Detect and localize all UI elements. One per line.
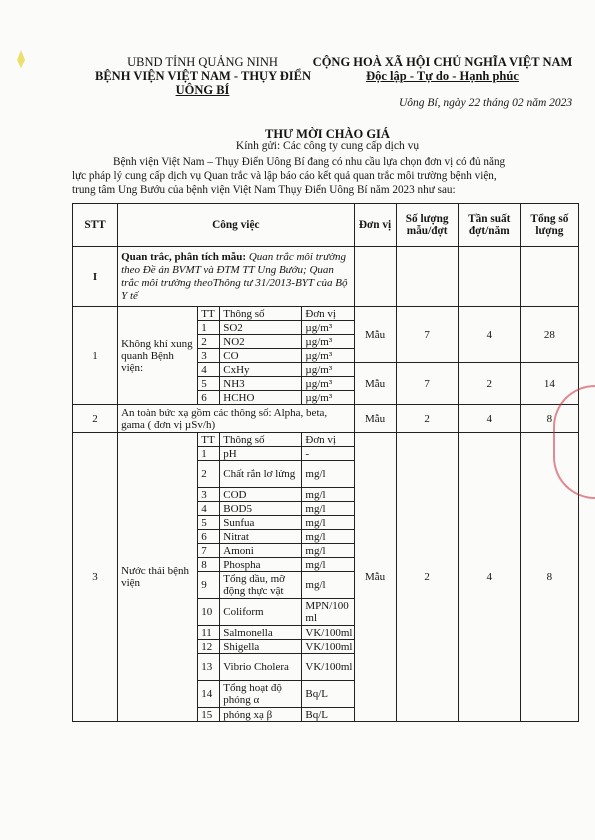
water-stt: 3 — [73, 433, 118, 722]
air-qty-b: 7 — [396, 363, 458, 405]
org-line-3: UÔNG BÍ — [175, 83, 230, 97]
radiation-task: An toàn bức xạ gồm các thông số: Alpha, beta, gama ( đơn vị µSv/h) — [118, 405, 354, 433]
table-cell: 1 — [198, 321, 220, 335]
water-task: Nước thải bệnh viện — [118, 433, 198, 722]
table-cell: 11 — [198, 626, 220, 640]
table-cell: - — [302, 447, 354, 461]
water-qty: 2 — [396, 433, 458, 722]
table-cell: µg/m³ — [302, 349, 354, 363]
air-unit-b: Mẫu — [354, 363, 396, 405]
greeting: Kính gửi: Các công ty cung cấp dịch vụ — [235, 140, 420, 152]
col-freq: Tần suất đợt/năm — [458, 204, 520, 247]
intro-line-3: trung tâm Ung Bướu của bệnh viện Việt Nam Thụy Điển Uông Bí năm 2023 như sau: — [72, 184, 456, 196]
table-cell: SO2 — [220, 321, 302, 335]
air-freq-a: 4 — [458, 307, 520, 363]
table-cell: 2 — [198, 335, 220, 349]
col-stt: STT — [73, 204, 118, 247]
date-line: Uông Bí, ngày 22 tháng 02 năm 2023 — [399, 97, 573, 109]
table-cell: 10 — [198, 599, 220, 626]
table-cell: Bq/L — [302, 708, 354, 722]
table-cell: BOD5 — [220, 502, 302, 516]
air-total-b: 14 — [520, 363, 578, 405]
table-cell: Tổng hoạt độ phóng α — [220, 681, 302, 708]
table-cell: mg/l — [302, 558, 354, 572]
table-cell: Coliform — [220, 599, 302, 626]
intro-line-2: lực pháp lý cung cấp dịch vụ Quan trắc và lập báo cáo kết quả quan trắc môi trường bệnh viện, — [72, 170, 497, 182]
table-cell: µg/m³ — [302, 391, 354, 405]
col-qty: Số lượng mẫu/đợt — [396, 204, 458, 247]
radiation-total: 8 — [520, 405, 578, 433]
section-desc — [118, 247, 354, 307]
table-cell: 3 — [198, 349, 220, 363]
table-cell: TT — [198, 433, 220, 447]
table-cell: CxHy — [220, 363, 302, 377]
table-cell: Vibrio Cholera — [220, 654, 302, 681]
table-cell: mg/l — [302, 572, 354, 599]
table-cell: 15 — [198, 708, 220, 722]
section-stt: I — [73, 247, 118, 307]
nation-line-2: Độc lập - Tự do - Hạnh phúc — [366, 69, 519, 83]
table-cell: 6 — [198, 391, 220, 405]
table-cell: HCHO — [220, 391, 302, 405]
table-cell: 3 — [198, 488, 220, 502]
param-unit-header: Đơn vị — [302, 307, 354, 321]
org-line-2: BỆNH VIỆN VIỆT NAM - THỤY ĐIỂN — [95, 69, 312, 83]
table-cell: Đơn vị — [302, 433, 354, 447]
table-cell: 14 — [198, 681, 220, 708]
water-unit: Mẫu — [354, 433, 396, 722]
table-cell: mg/l — [302, 488, 354, 502]
table-cell: CO — [220, 349, 302, 363]
table-cell: Phospha — [220, 558, 302, 572]
table-cell: NO2 — [220, 335, 302, 349]
table-cell: 12 — [198, 640, 220, 654]
water-freq: 4 — [458, 433, 520, 722]
table-cell: µg/m³ — [302, 363, 354, 377]
table-cell: NH3 — [220, 377, 302, 391]
radiation-row — [73, 405, 579, 433]
table-cell: pH — [220, 447, 302, 461]
section-desc-bold: Quan trắc, phân tích mẫu: — [121, 250, 247, 263]
table-cell: mg/l — [302, 544, 354, 558]
nation-header — [310, 55, 575, 83]
radiation-freq: 4 — [458, 405, 520, 433]
radiation-stt: 2 — [73, 405, 118, 433]
service-table — [72, 203, 579, 722]
table-cell: VK/100ml — [302, 626, 354, 640]
table-cell: VK/100ml — [302, 654, 354, 681]
table-cell: mg/l — [302, 530, 354, 544]
org-line-1: UBND TỈNH QUẢNG NINH — [127, 55, 278, 69]
air-stt: 1 — [73, 307, 118, 405]
table-cell: 4 — [198, 363, 220, 377]
table-cell: µg/m³ — [302, 321, 354, 335]
table-header-row — [73, 204, 579, 247]
table-cell: µg/m³ — [302, 335, 354, 349]
table-cell: mg/l — [302, 502, 354, 516]
table-cell: 8 — [198, 558, 220, 572]
air-total-a: 28 — [520, 307, 578, 363]
table-cell: 1 — [198, 447, 220, 461]
col-unit: Đơn vị — [354, 204, 396, 247]
table-cell: COD — [220, 488, 302, 502]
section-desc-italic: Quan trắc môi trường theo Đề án BVMT và ĐTM TT Ung Bướu; Quan trắc môi trường theoThông tư 31/2013-BYT của Bộ Y tế — [121, 250, 348, 302]
table-cell: Amoni — [220, 544, 302, 558]
table-cell: µg/m³ — [302, 377, 354, 391]
table-cell: mg/l — [302, 461, 354, 488]
table-cell: Salmonella — [220, 626, 302, 640]
col-total: Tổng số lượng — [520, 204, 578, 247]
table-cell: 13 — [198, 654, 220, 681]
param-name-header: Thông số — [220, 307, 302, 321]
table-cell: VK/100ml — [302, 640, 354, 654]
table-cell: 9 — [198, 572, 220, 599]
table-cell: phóng xạ β — [220, 708, 302, 722]
param-tt-header: TT — [198, 307, 220, 321]
table-cell: 7 — [198, 544, 220, 558]
table-cell: 5 — [198, 516, 220, 530]
air-qty-a: 7 — [396, 307, 458, 363]
table-cell: Chất rắn lơ lửng — [220, 461, 302, 488]
table-cell: 4 — [198, 502, 220, 516]
radiation-qty: 2 — [396, 405, 458, 433]
air-freq-b: 2 — [458, 363, 520, 405]
table-cell: MPN/100 ml — [302, 599, 354, 626]
col-task: Công việc — [118, 204, 354, 247]
air-param-header-row — [73, 307, 579, 321]
table-cell: mg/l — [302, 516, 354, 530]
table-cell: Tổng dầu, mỡ động thực vật — [220, 572, 302, 599]
table-cell: Nitrat — [220, 530, 302, 544]
intro-line-1: Bệnh viện Việt Nam – Thụy Điển Uông Bí đang có nhu cầu lựa chọn đơn vị có đủ năng — [113, 156, 506, 168]
water-total: 8 — [520, 433, 578, 722]
table-cell: Shigella — [220, 640, 302, 654]
radiation-unit: Mẫu — [354, 405, 396, 433]
binder-clip-icon — [16, 50, 26, 68]
table-cell: Bq/L — [302, 681, 354, 708]
air-unit-a: Mẫu — [354, 307, 396, 363]
nation-line-1: CỘNG HOÀ XÃ HỘI CHỦ NGHĨA VIỆT NAM — [312, 55, 573, 69]
table-cell: 2 — [198, 461, 220, 488]
doc-title: THƯ MỜI CHÀO GIÁ — [265, 127, 390, 141]
table-cell: 6 — [198, 530, 220, 544]
water-param-header-row — [73, 433, 579, 447]
section-row — [73, 247, 579, 307]
table-cell: Thông số — [220, 433, 302, 447]
table-cell: Sunfua — [220, 516, 302, 530]
table-cell: 5 — [198, 377, 220, 391]
org-header — [95, 55, 310, 97]
air-task: Không khí xung quanh Bệnh viện: — [118, 307, 198, 405]
